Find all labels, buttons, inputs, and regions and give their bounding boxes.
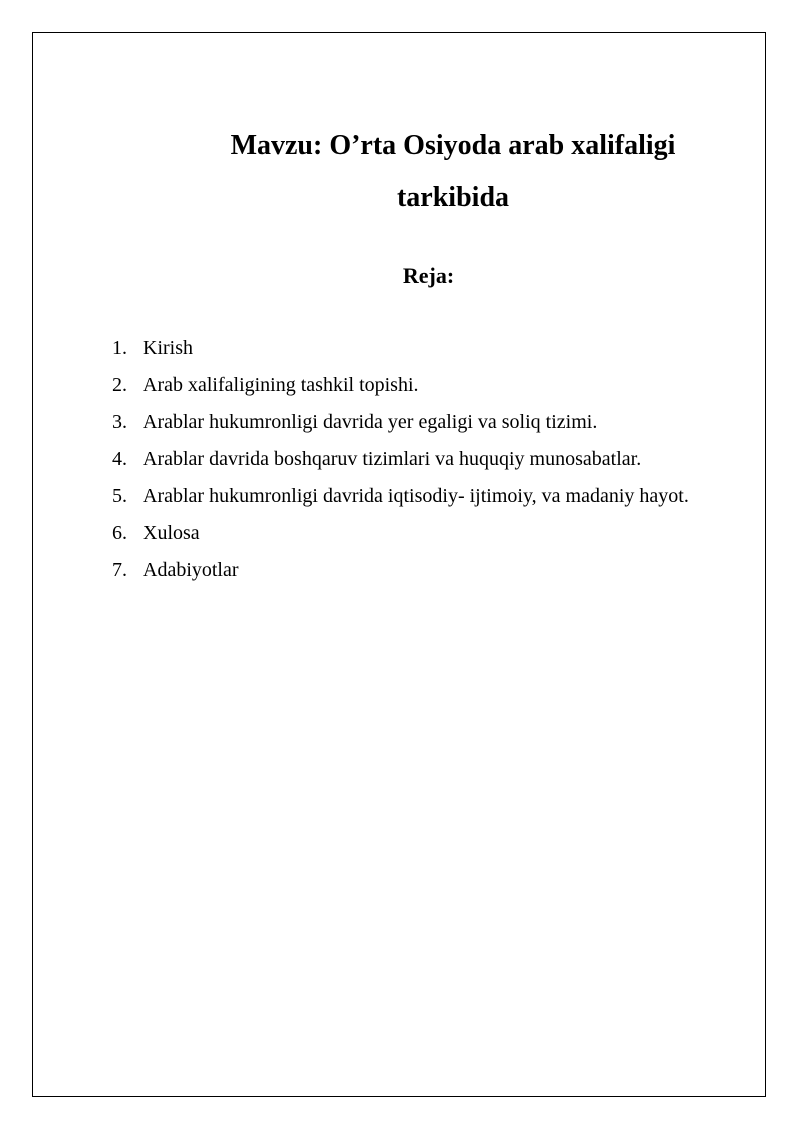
document-title-line-2: tarkibida [396, 182, 510, 213]
plan-item-number: 6. [112, 522, 127, 544]
plan-item-number: 5. [112, 485, 127, 507]
plan-item-number: 7. [112, 559, 127, 581]
plan-item-text: Arab xalifaligining tashkil topishi. [143, 374, 419, 396]
plan-heading: Reja: [402, 263, 455, 288]
plan-item [112, 521, 762, 558]
plan-item [112, 558, 762, 595]
plan-item-number: 3. [112, 411, 127, 433]
plan-item-text: Adabiyotlar [143, 559, 239, 581]
plan-item [112, 336, 762, 373]
plan-list [112, 336, 762, 595]
plan-item [112, 373, 762, 410]
document-title-line-1: Mavzu: O’rta Osiyoda arab xalifaligi [230, 130, 676, 161]
plan-item [112, 410, 762, 447]
plan-item-text: Arablar hukumronligi davrida iqtisodiy- ijtimoiy, va madaniy hayot. [143, 485, 689, 507]
plan-item [112, 484, 762, 521]
plan-item-number: 2. [112, 374, 127, 396]
plan-item-number: 1. [112, 337, 127, 359]
plan-item [112, 447, 762, 484]
plan-item-text: Kirish [143, 337, 193, 359]
plan-item-text: Xulosa [143, 522, 200, 544]
plan-item-number: 4. [112, 448, 127, 470]
plan-item-text: Arablar hukumronligi davrida yer egaligi va soliq tizimi. [143, 411, 598, 433]
plan-item-text: Arablar davrida boshqaruv tizimlari va huquqiy munosabatlar. [143, 448, 642, 470]
